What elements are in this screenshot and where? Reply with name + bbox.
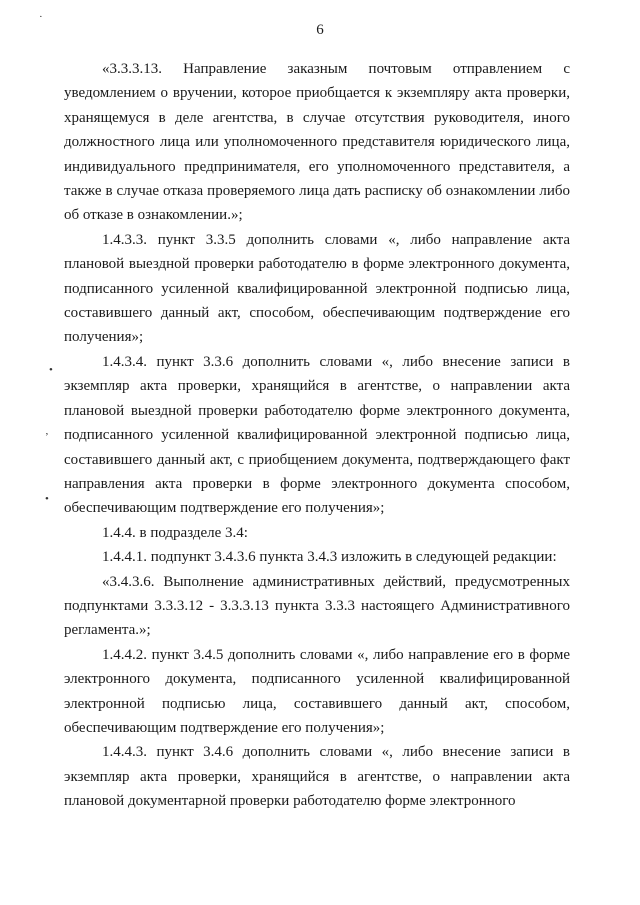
document-body [64,57,570,814]
page-number: 6 [316,22,324,38]
paragraph-1-4-3-3: 1.4.3.3. пункт 3.3.5 дополнить словами «, либо направление акта плановой выездной проверки работодателю в форме электронного документа, подписанного усиленной квалифицированной электронной подписью лица, составившего данный акт, способом, обеспечивающим подтверждение его получения»; [64,231,570,346]
paragraph-1-4-4: 1.4.4. в подразделе 3.4: [102,524,248,541]
scan-mark: • [45,493,49,505]
paragraph-1-4-4-1: 1.4.4.1. подпункт 3.4.3.6 пункта 3.4.3 изложить в следующей редакции: [102,549,557,566]
paragraph-3-4-3-6: «3.4.3.6. Выполнение административных действий, предусмотренных подпунктами 3.3.3.12 - 3.3.3.13 пункта 3.3.3 настоящего Административного регламента.»; [64,573,570,639]
paragraph-1-4-4-2: 1.4.4.2. пункт 3.4.5 дополнить словами «, либо направление его в форме электронного документа, подписанного усиленной квалифицированной электронной подписью лица, составившего данный акт, способом, обеспечивающим подтверждение его получения»; [64,646,570,736]
scan-mark: • [49,364,53,376]
scan-mark: ʼ [45,431,49,443]
paragraph-1-4-4-3: 1.4.4.3. пункт 3.4.6 дополнить словами «, либо внесение записи в экземпляр акта проверки, хранящийся в агентстве, о направлении акта плановой документарной проверки работодателю форме электронного [64,744,570,810]
paragraph-3-3-3-13: «3.3.3.13. Направление заказным почтовым отправлением с уведомлением о вручении, которое приобщается к экземпляру акта проверки, хранящемуся в деле агентства, в случае отсутствия руководителя, иного должностного лица или уполномоченного представителя юридического лица, индивидуального предпринимателя, его уполномоченного представителя, а также в случае отказа проверяемого лица дать расписку об ознакомлении либо об отказе в ознакомлении.»; [64,61,570,224]
paragraph-1-4-3-4: 1.4.3.4. пункт 3.3.6 дополнить словами «, либо внесение записи в экземпляр акта проверки, хранящийся в агентстве, о направлении акта плановой выездной проверки работодателю форме электронного документа, подписанного усиленной квалифицированной электронной подписью лица, составившего данный акт, с приобщением документа, подтверждающего факт направления акта проверки в форме электронного документа способом, обеспечивающим подтверждение его получения»; [64,353,570,517]
scan-mark: · [39,11,43,23]
